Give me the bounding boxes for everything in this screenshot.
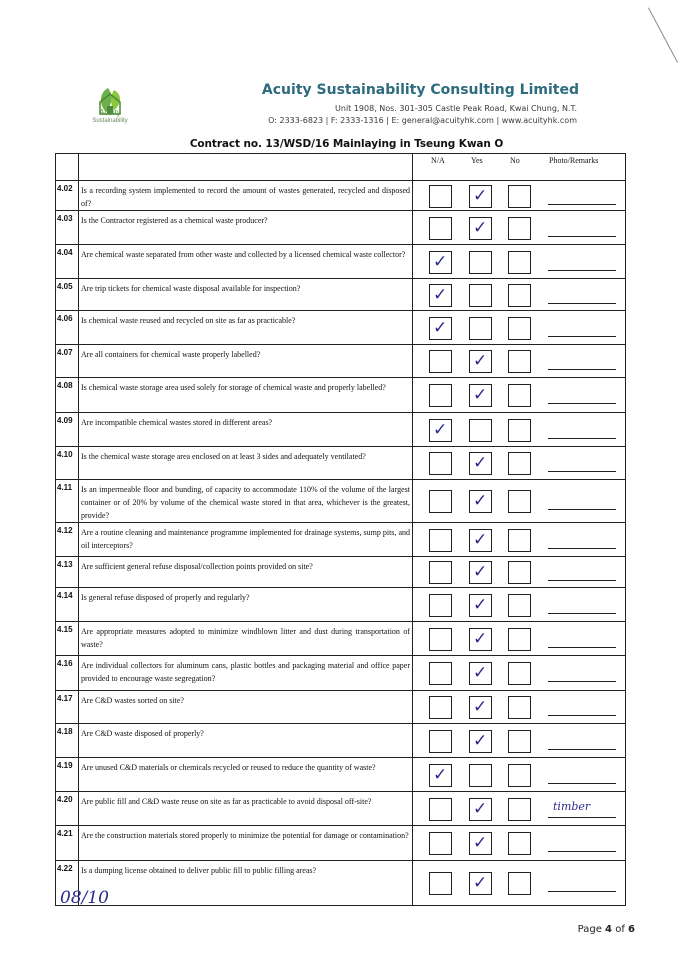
checkbox-yes[interactable] bbox=[469, 696, 492, 719]
item-answer-cell bbox=[413, 557, 626, 588]
item-answer-cell bbox=[413, 691, 626, 724]
company-address: Unit 1908, Nos. 301-305 Castle Peak Road, Kwai Chung, N.T. bbox=[335, 104, 577, 113]
item-answer-cell bbox=[413, 447, 626, 480]
table-row bbox=[56, 588, 626, 622]
item-number: 4.15 bbox=[56, 622, 79, 656]
checkbox-na[interactable] bbox=[429, 452, 452, 475]
table-row bbox=[56, 758, 626, 792]
column-no-label: No bbox=[510, 156, 520, 165]
table-row bbox=[56, 378, 626, 413]
checkbox-no[interactable] bbox=[508, 594, 531, 617]
checkbox-yes[interactable] bbox=[469, 490, 492, 513]
table-row bbox=[56, 311, 626, 345]
remarks-line[interactable] bbox=[548, 403, 616, 404]
checkmark-icon: ✓ bbox=[473, 629, 488, 649]
remarks-line[interactable] bbox=[548, 471, 616, 472]
handwritten-date: 08/10 bbox=[60, 888, 109, 908]
item-question: Are all containers for chemical waste properly labelled? bbox=[79, 345, 413, 378]
column-yes-label: Yes bbox=[471, 156, 483, 165]
page-total: 6 bbox=[628, 924, 635, 935]
checkbox-yes[interactable] bbox=[469, 452, 492, 475]
remarks-line[interactable] bbox=[548, 783, 616, 784]
checkbox-na[interactable] bbox=[429, 832, 452, 855]
item-question: Is the chemical waste storage area enclosed on at least 3 sides and adequately ventilated? bbox=[79, 447, 413, 480]
remarks-line[interactable] bbox=[548, 509, 616, 510]
item-number: 4.20 bbox=[56, 792, 79, 826]
checkbox-yes[interactable] bbox=[469, 251, 492, 274]
item-answer-cell bbox=[413, 861, 626, 906]
checkbox-na[interactable] bbox=[429, 872, 452, 895]
table-row bbox=[56, 181, 626, 211]
page-number bbox=[578, 924, 635, 935]
remarks-line[interactable] bbox=[548, 817, 616, 818]
table-row bbox=[56, 211, 626, 245]
item-question: Are sufficient general refuse disposal/collection points provided on site? bbox=[79, 557, 413, 588]
item-number: 4.06 bbox=[56, 311, 79, 345]
remarks-line[interactable] bbox=[548, 438, 616, 439]
checkbox-yes[interactable] bbox=[469, 529, 492, 552]
item-number: 4.19 bbox=[56, 758, 79, 792]
remarks-line[interactable] bbox=[548, 204, 616, 205]
item-number: 4.21 bbox=[56, 826, 79, 861]
table-row bbox=[56, 557, 626, 588]
item-question: Is a dumping license obtained to deliver public fill to public filling areas? bbox=[79, 861, 413, 906]
item-question: Is an impermeable floor and bunding, of capacity to accommodate 110% of the volume of the largest container or of 20% by volume of the chemical waste stored in that area, whichever is the greatest, provide? bbox=[79, 480, 413, 523]
checkmark-icon: ✓ bbox=[473, 186, 488, 206]
page-prefix: Page bbox=[577, 924, 602, 935]
item-question: Are chemical waste separated from other waste and collected by a licensed chemical waste collector? bbox=[79, 245, 413, 279]
item-question: Are the construction materials stored properly to minimize the potential for damage or contamination? bbox=[79, 826, 413, 861]
checkbox-no[interactable] bbox=[508, 628, 531, 651]
checkbox-no[interactable] bbox=[508, 384, 531, 407]
checkbox-no[interactable] bbox=[508, 490, 531, 513]
item-answer-cell bbox=[413, 245, 626, 279]
checkbox-yes[interactable] bbox=[469, 594, 492, 617]
checkmark-icon: ✓ bbox=[473, 731, 488, 751]
checkbox-no[interactable] bbox=[508, 529, 531, 552]
item-number: 4.16 bbox=[56, 656, 79, 691]
checkbox-yes[interactable] bbox=[469, 384, 492, 407]
remarks-line[interactable] bbox=[548, 270, 616, 271]
checkbox-no[interactable] bbox=[508, 217, 531, 240]
item-number: 4.13 bbox=[56, 557, 79, 588]
checklist-table bbox=[55, 153, 626, 906]
checkbox-yes[interactable] bbox=[469, 832, 492, 855]
checkbox-no[interactable] bbox=[508, 798, 531, 821]
checkmark-icon: ✓ bbox=[473, 218, 488, 238]
table-row bbox=[56, 523, 626, 557]
checkmark-icon: ✓ bbox=[473, 799, 488, 819]
item-question: Is general refuse disposed of properly and regularly? bbox=[79, 588, 413, 622]
item-number: 4.05 bbox=[56, 279, 79, 311]
checkbox-na[interactable] bbox=[429, 662, 452, 685]
scan-artifact-line bbox=[648, 8, 678, 63]
checkbox-na[interactable] bbox=[429, 317, 452, 340]
remarks-line[interactable] bbox=[548, 303, 616, 304]
checkmark-icon: ✓ bbox=[473, 453, 488, 473]
table-header-row bbox=[56, 154, 626, 181]
checkmark-icon: ✓ bbox=[433, 765, 448, 785]
table-row bbox=[56, 447, 626, 480]
item-answer-cell bbox=[413, 656, 626, 691]
column-remarks-label: Photo/Remarks bbox=[549, 156, 599, 165]
logo-wordmark bbox=[78, 108, 142, 126]
checkbox-yes[interactable] bbox=[469, 561, 492, 584]
company-address-block bbox=[268, 103, 577, 127]
checkbox-na[interactable] bbox=[429, 628, 452, 651]
table-row bbox=[56, 792, 626, 826]
item-number: 4.22 bbox=[56, 861, 79, 906]
item-question: Are appropriate measures adopted to minimize windblown litter and dust during transportation of waste? bbox=[79, 622, 413, 656]
item-answer-cell bbox=[413, 523, 626, 557]
remark-text: timber bbox=[553, 800, 591, 813]
checkmark-icon: ✓ bbox=[433, 318, 448, 338]
checkbox-yes[interactable] bbox=[469, 185, 492, 208]
logo-text: Acuity bbox=[99, 108, 121, 117]
item-number: 4.03 bbox=[56, 211, 79, 245]
item-answer-cell bbox=[413, 480, 626, 523]
item-question: Are C&D waste disposed of properly? bbox=[79, 724, 413, 758]
table-row bbox=[56, 245, 626, 279]
checkmark-icon: ✓ bbox=[473, 873, 488, 893]
table-row bbox=[56, 345, 626, 378]
header-no-cell bbox=[56, 154, 79, 181]
remarks-line[interactable] bbox=[548, 891, 616, 892]
checkbox-no[interactable] bbox=[508, 284, 531, 307]
checkbox-no[interactable] bbox=[508, 561, 531, 584]
checkmark-icon: ✓ bbox=[433, 252, 448, 272]
checkbox-na[interactable] bbox=[429, 185, 452, 208]
checkbox-yes[interactable] bbox=[469, 628, 492, 651]
table-row bbox=[56, 724, 626, 758]
item-question: Are C&D wastes sorted on site? bbox=[79, 691, 413, 724]
checkbox-na[interactable] bbox=[429, 561, 452, 584]
remarks-line[interactable] bbox=[548, 851, 616, 852]
checkmark-icon: ✓ bbox=[473, 663, 488, 683]
item-number: 4.10 bbox=[56, 447, 79, 480]
checkbox-yes[interactable] bbox=[469, 730, 492, 753]
checkbox-na[interactable] bbox=[429, 284, 452, 307]
table-row bbox=[56, 279, 626, 311]
checkbox-no[interactable] bbox=[508, 251, 531, 274]
checkbox-na[interactable] bbox=[429, 764, 452, 787]
checkmark-icon: ✓ bbox=[473, 385, 488, 405]
table-row bbox=[56, 480, 626, 523]
checkbox-yes[interactable] bbox=[469, 217, 492, 240]
item-question: Is chemical waste reused and recycled on site as far as practicable? bbox=[79, 311, 413, 345]
table-row bbox=[56, 826, 626, 861]
table-row bbox=[56, 656, 626, 691]
checkbox-no[interactable] bbox=[508, 317, 531, 340]
item-number: 4.12 bbox=[56, 523, 79, 557]
item-question: Are incompatible chemical wastes stored in different areas? bbox=[79, 413, 413, 447]
checkmark-icon: ✓ bbox=[473, 595, 488, 615]
checkbox-no[interactable] bbox=[508, 452, 531, 475]
item-answer-cell bbox=[413, 758, 626, 792]
item-question: Are unused C&D materials or chemicals recycled or reused to reduce the quantity of waste? bbox=[79, 758, 413, 792]
item-answer-cell bbox=[413, 826, 626, 861]
header-answer-cell bbox=[413, 154, 626, 181]
item-answer-cell bbox=[413, 413, 626, 447]
checkbox-na[interactable] bbox=[429, 419, 452, 442]
checkmark-icon: ✓ bbox=[433, 285, 448, 305]
checkbox-na[interactable] bbox=[429, 730, 452, 753]
checkbox-no[interactable] bbox=[508, 419, 531, 442]
item-question: Are individual collectors for aluminum cans, plastic bottles and packaging material and office paper provided to encourage waste segregation? bbox=[79, 656, 413, 691]
item-number: 4.17 bbox=[56, 691, 79, 724]
item-answer-cell bbox=[413, 792, 626, 826]
checkmark-icon: ✓ bbox=[473, 530, 488, 550]
item-question: Are public fill and C&D waste reuse on site as far as practicable to avoid disposal off-site? bbox=[79, 792, 413, 826]
item-question: Is chemical waste storage area used solely for storage of chemical waste and properly labelled? bbox=[79, 378, 413, 413]
checkmark-icon: ✓ bbox=[473, 562, 488, 582]
remarks-line[interactable] bbox=[548, 580, 616, 581]
remarks-line[interactable] bbox=[548, 715, 616, 716]
remarks-line[interactable] bbox=[548, 336, 616, 337]
checkmark-icon: ✓ bbox=[473, 351, 488, 371]
checkbox-na[interactable] bbox=[429, 490, 452, 513]
checkbox-no[interactable] bbox=[508, 350, 531, 373]
item-question: Is the Contractor registered as a chemical waste producer? bbox=[79, 211, 413, 245]
item-number: 4.18 bbox=[56, 724, 79, 758]
checkbox-na[interactable] bbox=[429, 594, 452, 617]
checkmark-icon: ✓ bbox=[433, 420, 448, 440]
checkbox-no[interactable] bbox=[508, 730, 531, 753]
company-contact: O: 2333-6823 | F: 2333-1316 | E: general@acuityhk.com | www.acuityhk.com bbox=[268, 116, 577, 125]
item-answer-cell bbox=[413, 588, 626, 622]
item-answer-cell bbox=[413, 345, 626, 378]
table-row bbox=[56, 861, 626, 906]
remarks-line[interactable] bbox=[548, 681, 616, 682]
item-answer-cell bbox=[413, 311, 626, 345]
page-of: of bbox=[615, 924, 625, 935]
remarks-line[interactable] bbox=[548, 548, 616, 549]
checkmark-icon: ✓ bbox=[473, 491, 488, 511]
checkbox-no[interactable] bbox=[508, 764, 531, 787]
page-current: 4 bbox=[605, 924, 613, 935]
checkmark-icon: ✓ bbox=[473, 833, 488, 853]
table-row bbox=[56, 622, 626, 656]
checkbox-na[interactable] bbox=[429, 217, 452, 240]
checkbox-yes[interactable] bbox=[469, 798, 492, 821]
remarks-line[interactable] bbox=[548, 613, 616, 614]
checkbox-yes[interactable] bbox=[469, 350, 492, 373]
remarks-line[interactable] bbox=[548, 749, 616, 750]
checkbox-yes[interactable] bbox=[469, 284, 492, 307]
checkbox-yes[interactable] bbox=[469, 872, 492, 895]
item-number: 4.02 bbox=[56, 181, 79, 211]
item-answer-cell bbox=[413, 181, 626, 211]
checkbox-na[interactable] bbox=[429, 350, 452, 373]
checkbox-no[interactable] bbox=[508, 872, 531, 895]
contract-title: Contract no. 13/WSD/16 Mainlaying in Tseung Kwan O bbox=[189, 138, 504, 150]
checkbox-yes[interactable] bbox=[469, 317, 492, 340]
logo-subtext: Sustainability bbox=[92, 118, 128, 124]
table-row bbox=[56, 413, 626, 447]
item-answer-cell bbox=[413, 378, 626, 413]
item-question: Are a routine cleaning and maintenance programme implemented for drainage systems, sump pits, and oil interceptors? bbox=[79, 523, 413, 557]
checkbox-yes[interactable] bbox=[469, 764, 492, 787]
item-answer-cell bbox=[413, 279, 626, 311]
checkbox-no[interactable] bbox=[508, 662, 531, 685]
item-number: 4.09 bbox=[56, 413, 79, 447]
checkbox-yes[interactable] bbox=[469, 419, 492, 442]
checkbox-na[interactable] bbox=[429, 798, 452, 821]
item-answer-cell bbox=[413, 622, 626, 656]
checkbox-na[interactable] bbox=[429, 696, 452, 719]
remarks-line[interactable] bbox=[548, 369, 616, 370]
checkbox-no[interactable] bbox=[508, 696, 531, 719]
item-number: 4.07 bbox=[56, 345, 79, 378]
checkbox-na[interactable] bbox=[429, 251, 452, 274]
item-question: Are trip tickets for chemical waste disposal available for inspection? bbox=[79, 279, 413, 311]
checkbox-no[interactable] bbox=[508, 832, 531, 855]
column-na-label: N/A bbox=[431, 156, 445, 165]
item-answer-cell bbox=[413, 211, 626, 245]
item-number: 4.04 bbox=[56, 245, 79, 279]
checkbox-no[interactable] bbox=[508, 185, 531, 208]
item-number: 4.11 bbox=[56, 480, 79, 523]
item-number: 4.14 bbox=[56, 588, 79, 622]
company-name: Acuity Sustainability Consulting Limited bbox=[261, 82, 579, 98]
item-number: 4.08 bbox=[56, 378, 79, 413]
remarks-line[interactable] bbox=[548, 236, 616, 237]
checkbox-na[interactable] bbox=[429, 384, 452, 407]
checkmark-icon: ✓ bbox=[473, 697, 488, 717]
checkbox-na[interactable] bbox=[429, 529, 452, 552]
item-question: Is a recording system implemented to record the amount of wastes generated, recycled and disposed of? bbox=[79, 181, 413, 211]
header-question-cell bbox=[79, 154, 413, 181]
table-row bbox=[56, 691, 626, 724]
checkbox-yes[interactable] bbox=[469, 662, 492, 685]
remarks-line[interactable] bbox=[548, 647, 616, 648]
item-answer-cell bbox=[413, 724, 626, 758]
